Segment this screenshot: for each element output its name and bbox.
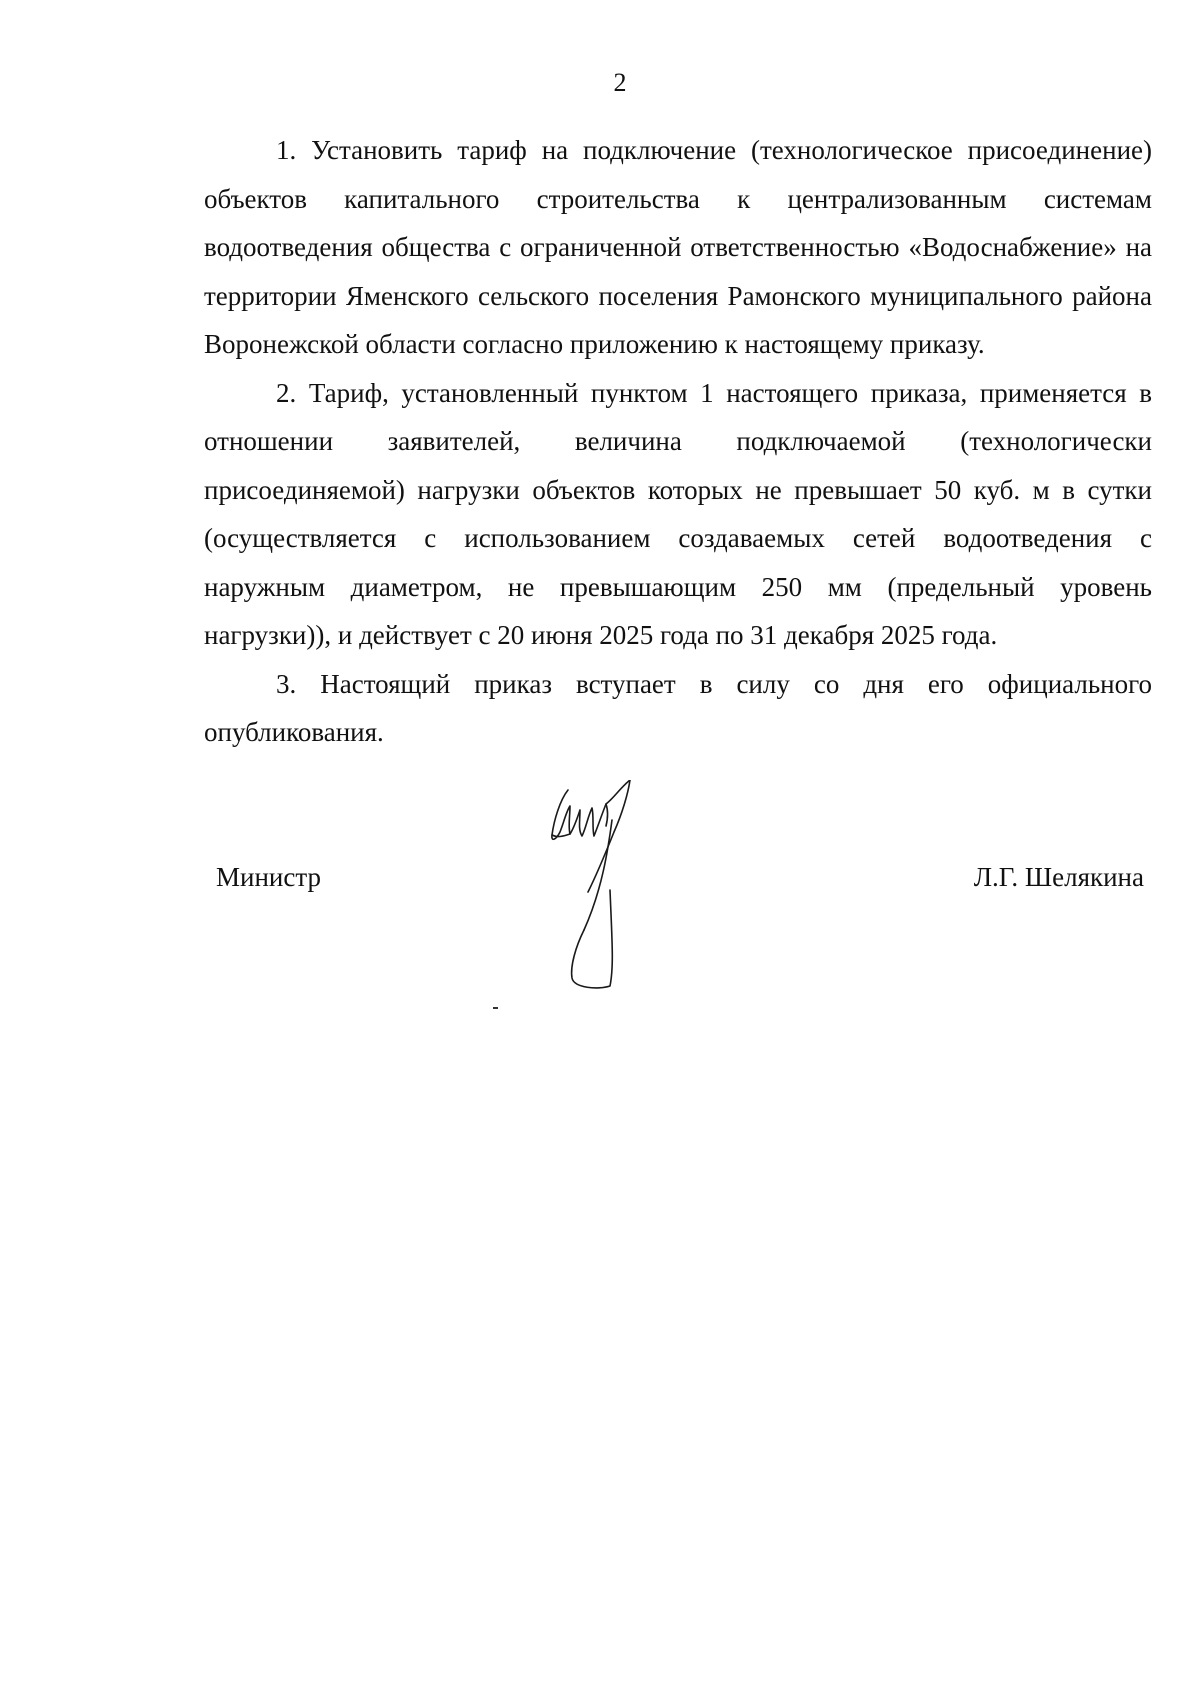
paragraph-3: 3. Настоящий приказ вступает в силу со дня его официального опубликования.	[204, 668, 1152, 747]
scan-speck	[493, 1007, 498, 1009]
paragraph-1: 1. Установить тариф на подключение (технологическое присоединение) объектов капитального строительства к централизованным системам водоотведения общества с ограниченной ответственностью «Водоснабжение» на территории Яменского сельского поселения Рамонского муниципального района Воронежской области согласно приложению к настоящему приказу.	[204, 135, 1152, 359]
signer-name: Л.Г. Шелякина	[973, 862, 1144, 892]
page-number: 2	[613, 68, 627, 97]
signer-position: Министр	[216, 862, 321, 892]
paragraph-2: 2. Тариф, установленный пунктом 1 настоящего приказа, применяется в отношении заявителей, величина подключаемой (технологически присоединяемой) нагрузки объектов которых не превышает 50 куб. м в сутки (осуществляется с использованием создаваемых сетей водоотведения с наружным диаметром, не превышающим 250 мм (предельный уровень нагрузки)), и действует с 20 июня 2025 года по 31 декабря 2025 года.	[204, 377, 1152, 650]
document-body	[204, 126, 1152, 757]
handwritten-signature	[548, 780, 678, 1015]
